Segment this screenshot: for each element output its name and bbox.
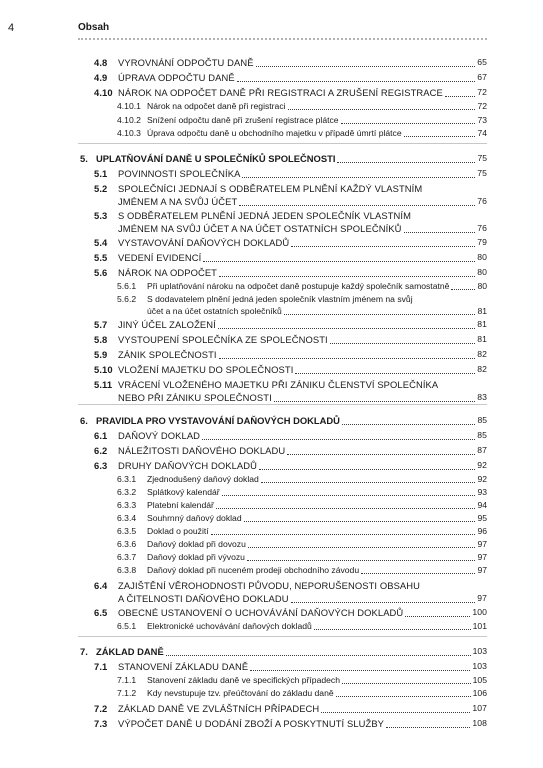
toc-entry-title: S ODBĚRATELEM PLNĚNÍ JEDNÁ JEDEN SPOLEČNÍK VLASTNÍM <box>118 210 412 221</box>
dot-leader <box>216 508 475 509</box>
toc-entry-title: ZÁKLAD DANĚ VE ZVLÁŠTNÍCH PŘÍPADECH <box>118 703 320 714</box>
toc-entry-number: 6.3.1 <box>117 474 137 484</box>
toc-entry-title: PRAVIDLA PRO VYSTAVOVÁNÍ DAŇOVÝCH DOKLADŮ <box>96 415 340 426</box>
toc-entry-page: 74 <box>477 128 487 138</box>
toc-entry-title: VYSTAVOVÁNÍ DAŇOVÝCH DOKLADŮ <box>118 237 290 248</box>
toc-entry-title: Snížení odpočtu daně při zrušení registrace plátce <box>147 115 339 125</box>
toc-entry-number: 6.3.8 <box>117 565 137 575</box>
dot-leader <box>248 547 475 548</box>
toc-entry-number: 5.8 <box>94 334 108 345</box>
toc-entry-title: VYSTOUPENÍ SPOLEČNÍKA ZE SPOLEČNOSTI <box>118 334 328 345</box>
toc-entry-page: 81 <box>477 306 487 316</box>
toc-entry-title: ZÁKLAD DANĚ <box>96 646 164 657</box>
toc-entry-title: VRÁCENÍ VLOŽENÉHO MAJETKU PŘI ZÁNIKU ČLENSTVÍ SPOLEČNÍKA <box>118 379 439 390</box>
toc-entry[interactable] <box>0 717 543 730</box>
toc-entry-page: 75 <box>477 168 487 178</box>
dot-leader <box>337 162 475 163</box>
toc-entry[interactable] <box>0 551 543 563</box>
toc-entry-number: 6.5.1 <box>117 621 137 631</box>
toc-entry-page: 76 <box>477 196 487 206</box>
toc-entry[interactable] <box>0 645 543 658</box>
toc-entry-title: Elektronické uchovávání daňových dokladů <box>147 621 312 631</box>
toc-entry-number: 5.4 <box>94 237 108 248</box>
toc-entry-page: 97 <box>477 539 487 549</box>
toc-entry-title: Nárok na odpočet daně při registraci <box>147 101 286 111</box>
toc-entry-page: 85 <box>477 415 487 425</box>
toc-entry-number: 7.3 <box>94 718 108 729</box>
toc-entry-number: 4.10.1 <box>117 101 141 111</box>
toc-entry-title: STANOVENÍ ZÁKLADU DANĚ <box>118 661 249 672</box>
toc-entry-title: JMÉNEM A NA SVŮJ ÚČET <box>118 196 238 207</box>
dot-leader <box>386 727 470 728</box>
toc-entry-page: 76 <box>477 223 487 233</box>
toc-entry[interactable] <box>0 363 543 376</box>
toc-entry-page: 95 <box>477 513 487 523</box>
dot-leader <box>237 81 475 82</box>
toc-entry-page: 105 <box>472 675 487 685</box>
dot-leader <box>239 205 475 206</box>
toc-entry[interactable] <box>0 236 543 249</box>
toc-entry-number: 7.1.1 <box>117 675 137 685</box>
toc-entry-page: 97 <box>477 593 487 603</box>
toc-entry-title: Souhrnný daňový doklad <box>147 513 242 523</box>
toc-entry[interactable] <box>0 209 543 235</box>
dot-leader <box>287 454 475 455</box>
toc-entry[interactable] <box>0 167 543 180</box>
dot-leader <box>321 712 470 713</box>
toc-entry-number: 4.10.3 <box>117 128 141 138</box>
dot-leader <box>166 655 471 656</box>
dot-leader <box>295 373 475 374</box>
toc-entry-number: 5.3 <box>94 210 108 221</box>
toc-entry[interactable] <box>0 318 543 331</box>
toc-entry-page: 85 <box>477 430 487 440</box>
toc-entry-number: 5.5 <box>94 252 108 263</box>
toc-entry[interactable] <box>0 525 543 537</box>
toc-entry[interactable] <box>0 293 543 317</box>
toc-entry-number: 4.8 <box>94 57 108 68</box>
toc-entry-page: 93 <box>477 487 487 497</box>
toc-entry[interactable] <box>0 182 543 208</box>
toc-entry-title: Úprava odpočtu daně u obchodního majetku v případě úmrtí plátce <box>147 128 402 138</box>
toc-entry-title: Při uplatňování nároku na odpočet daně postupuje každý společník samostatně <box>147 281 450 291</box>
dot-leader <box>218 328 475 329</box>
toc-entry-page: 72 <box>477 87 487 97</box>
dot-leader <box>244 521 475 522</box>
toc-entry-page: 65 <box>477 57 487 67</box>
toc-entry-title: účet a na účet ostatních společníků <box>147 306 282 316</box>
dot-leader <box>291 246 475 247</box>
toc-entry-page: 75 <box>477 153 487 163</box>
toc-entry[interactable] <box>0 127 543 139</box>
toc-entry[interactable] <box>0 486 543 498</box>
toc-entry-page: 94 <box>477 500 487 510</box>
toc-entry-number: 6.3.6 <box>117 539 137 549</box>
toc-entry-page: 82 <box>477 364 487 374</box>
toc-entry-title: Doklad o použití <box>147 526 209 536</box>
toc-entry[interactable] <box>0 333 543 346</box>
toc-entry[interactable] <box>0 429 543 442</box>
toc-entry-page: 96 <box>477 526 487 536</box>
toc-entry-number: 5.9 <box>94 349 108 360</box>
toc-entry[interactable] <box>0 660 543 673</box>
toc-entry[interactable] <box>0 499 543 511</box>
toc-entry-number: 6.2 <box>94 445 108 456</box>
toc-entry-title: JMÉNEM NA SVŮJ ÚČET A NA ÚČET OSTATNÍCH SPOLEČNÍKŮ <box>118 223 402 234</box>
dot-leader <box>202 439 475 440</box>
toc-entry-page: 80 <box>477 252 487 262</box>
chapter-separator <box>78 636 487 637</box>
toc-entry-number: 4.10.2 <box>117 115 141 125</box>
toc-entry-page: 92 <box>477 460 487 470</box>
dot-leader <box>405 616 470 617</box>
header-divider <box>78 38 487 40</box>
toc-entry-number: 7.1.2 <box>117 688 137 698</box>
dot-leader <box>250 670 470 671</box>
chapter-separator <box>78 143 487 144</box>
toc-entry[interactable] <box>0 702 543 715</box>
dot-leader <box>291 602 475 603</box>
toc-entry-page: 83 <box>477 392 487 402</box>
toc-entry[interactable] <box>0 579 543 605</box>
toc-entry-title: ZÁNIK SPOLEČNOSTI <box>118 349 217 360</box>
toc-entry-number: 7.1 <box>94 661 108 672</box>
toc-entry-page: 67 <box>477 72 487 82</box>
toc-entry-title: NEBO PŘI ZÁNIKU SPOLEČNOSTI <box>118 392 272 403</box>
toc-entry[interactable] <box>0 687 543 699</box>
dot-leader <box>451 289 475 290</box>
dot-leader <box>284 314 475 315</box>
toc-entry-title: DRUHY DAŇOVÝCH DOKLADŮ <box>118 460 258 471</box>
toc-entry-number: 5.2 <box>94 183 108 194</box>
toc-entry[interactable] <box>0 512 543 524</box>
toc-entry[interactable] <box>0 86 543 99</box>
toc-entry-number: 5.11 <box>94 379 113 390</box>
toc-entry-page: 72 <box>477 101 487 111</box>
toc-entry-title: ZAJIŠTĚNÍ VĚROHODNOSTI PŮVODU, NEPORUŠENOSTI OBSAHU <box>118 580 421 591</box>
toc-entry[interactable] <box>0 564 543 576</box>
toc-entry-page: 87 <box>477 445 487 455</box>
toc-entry-number: 7. <box>80 646 88 657</box>
dot-leader <box>274 401 475 402</box>
toc-entry[interactable] <box>0 280 543 292</box>
toc-entry-page: 81 <box>477 319 487 329</box>
toc-entry-title: Kdy nevstupuje tzv. přeúčtování do základu daně <box>147 688 334 698</box>
dot-leader <box>222 495 475 496</box>
dot-leader <box>219 276 475 277</box>
toc-entry-number: 5.6.1 <box>117 281 137 291</box>
toc-entry-title: Splátkový kalendář <box>147 487 220 497</box>
toc-entry-title: VYROVNÁNÍ ODPOČTU DANĚ <box>118 57 254 68</box>
toc-entry-title: SPOLEČNÍCI JEDNAJÍ S ODBĚRATELEM PLNĚNÍ KAŽDÝ VLASTNÍM <box>118 183 423 194</box>
dot-leader <box>404 136 475 137</box>
toc-entry[interactable] <box>0 444 543 457</box>
toc-entry[interactable] <box>0 606 543 619</box>
dot-leader <box>256 66 475 67</box>
toc-entry-page: 106 <box>472 688 487 698</box>
toc-entry[interactable] <box>0 348 543 361</box>
dot-leader <box>314 629 471 630</box>
toc-entry-number: 4.10 <box>94 87 113 98</box>
page-number: 4 <box>8 22 15 34</box>
dot-leader <box>261 482 475 483</box>
toc-entry[interactable] <box>0 114 543 126</box>
toc-entry[interactable] <box>0 620 543 632</box>
toc-entry-number: 6. <box>80 415 88 426</box>
toc-entry-number: 6.3.4 <box>117 513 137 523</box>
dot-leader <box>342 424 475 425</box>
toc-entry-number: 7.2 <box>94 703 108 714</box>
running-title: Obsah <box>78 22 110 33</box>
toc-entry-number: 6.3 <box>94 460 108 471</box>
toc-entry-title: Zjednodušený daňový doklad <box>147 474 259 484</box>
toc-entry-title: Stanovení základu daně ve specifických případech <box>147 675 341 685</box>
toc-entry-title: VEDENÍ EVIDENCÍ <box>118 252 202 263</box>
toc-entry-page: 92 <box>477 474 487 484</box>
toc-entry-page: 101 <box>472 621 487 631</box>
toc-entry-page: 103 <box>472 661 487 671</box>
toc-entry-title: Daňový doklad při dovozu <box>147 539 246 549</box>
toc-entry-number: 5.6 <box>94 267 108 278</box>
dot-leader <box>203 261 475 262</box>
toc-entry-page: 108 <box>472 718 487 728</box>
toc-entry-number: 4.9 <box>94 72 108 83</box>
toc-entry-title: Platební kalendář <box>147 500 214 510</box>
toc-entry[interactable] <box>0 473 543 485</box>
toc-entry-title: NÁLEŽITOSTI DAŇOVÉHO DOKLADU <box>118 445 286 456</box>
toc-entry-number: 6.3.3 <box>117 500 137 510</box>
toc-entry-title: OBECNÉ USTANOVENÍ O UCHOVÁVÁNÍ DAŇOVÝCH DOKLADŮ <box>118 607 404 618</box>
toc-entry-title: Daňový doklad při vývozu <box>147 552 245 562</box>
toc-entry-title: A ČITELNOSTI DAŇOVÉHO DOKLADU <box>118 593 289 604</box>
toc-entry-number: 5.6.2 <box>117 294 137 304</box>
toc-entry[interactable] <box>0 538 543 550</box>
dot-leader <box>330 343 475 344</box>
chapter-separator <box>78 404 487 405</box>
toc-entry[interactable] <box>0 459 543 472</box>
toc-entry-number: 6.3.7 <box>117 552 137 562</box>
toc-entry[interactable] <box>0 71 543 84</box>
toc-entry-page: 73 <box>477 115 487 125</box>
toc-entry-number: 6.3.5 <box>117 526 137 536</box>
toc-entry-page: 81 <box>477 334 487 344</box>
toc-entry-number: 6.4 <box>94 580 108 591</box>
toc-entry-title: DAŇOVÝ DOKLAD <box>118 430 201 441</box>
page-header <box>0 0 543 44</box>
toc-entry-title: VLOŽENÍ MAJETKU DO SPOLEČNOSTI <box>118 364 294 375</box>
toc-entry-number: 5.7 <box>94 319 108 330</box>
dot-leader <box>219 358 475 359</box>
toc-entry-title: NÁROK NA ODPOČET <box>118 267 218 278</box>
toc-entry-number: 5. <box>80 153 88 164</box>
toc-entry[interactable] <box>0 266 543 279</box>
toc-entry-page: 80 <box>477 267 487 277</box>
toc-entry-number: 6.3.2 <box>117 487 137 497</box>
toc-entry-page: 103 <box>472 646 487 656</box>
toc-entry[interactable] <box>0 56 543 69</box>
toc-entry-page: 107 <box>472 703 487 713</box>
toc-entry-title: S dodavatelem plnění jedná jeden společník vlastním jménem na svůj <box>147 294 413 304</box>
toc-entry-title: ÚPRAVA ODPOČTU DANĚ <box>118 72 235 83</box>
toc-entry-page: 100 <box>472 607 487 617</box>
toc-entry-title: POVINNOSTI SPOLEČNÍKA <box>118 168 241 179</box>
toc-entry-page: 82 <box>477 349 487 359</box>
dot-leader <box>211 534 475 535</box>
toc-entry[interactable] <box>0 152 543 165</box>
dot-leader <box>247 560 475 561</box>
toc-entry-number: 5.10 <box>94 364 113 375</box>
toc-entry[interactable] <box>0 414 543 427</box>
toc-entry[interactable] <box>0 100 543 112</box>
dot-leader <box>242 177 475 178</box>
toc-entry-number: 5.1 <box>94 168 108 179</box>
toc-entry[interactable] <box>0 378 543 404</box>
toc-entry-title: Daňový doklad při nuceném prodeji obchodního závodu <box>147 565 360 575</box>
toc-entry-page: 97 <box>477 552 487 562</box>
toc-entry[interactable] <box>0 251 543 264</box>
dot-leader <box>288 109 475 110</box>
dot-leader <box>259 469 475 470</box>
dot-leader <box>341 123 475 124</box>
toc-entry[interactable] <box>0 674 543 686</box>
toc-entry-page: 79 <box>477 237 487 247</box>
dot-leader <box>404 232 475 233</box>
toc-entry-number: 6.5 <box>94 607 108 618</box>
toc-entry-page: 80 <box>477 281 487 291</box>
toc-entry-title: NÁROK NA ODPOČET DANĚ PŘI REGISTRACI A ZRUŠENÍ REGISTRACE <box>118 87 443 98</box>
dot-leader <box>361 573 475 574</box>
toc-entry-title: VÝPOČET DANĚ U DODÁNÍ ZBOŽÍ A POSKYTNUTÍ SLUŽBY <box>118 718 385 729</box>
toc-entry-title: JINÝ ÚČEL ZALOŽENÍ <box>118 319 216 330</box>
dot-leader <box>342 683 471 684</box>
dot-leader <box>336 696 471 697</box>
toc-entry-title: UPLATŇOVÁNÍ DANĚ U SPOLEČNÍKŮ SPOLEČNOSTI <box>96 153 336 164</box>
toc-entry-page: 97 <box>477 565 487 575</box>
toc-entry-number: 6.1 <box>94 430 108 441</box>
dot-leader <box>445 96 475 97</box>
